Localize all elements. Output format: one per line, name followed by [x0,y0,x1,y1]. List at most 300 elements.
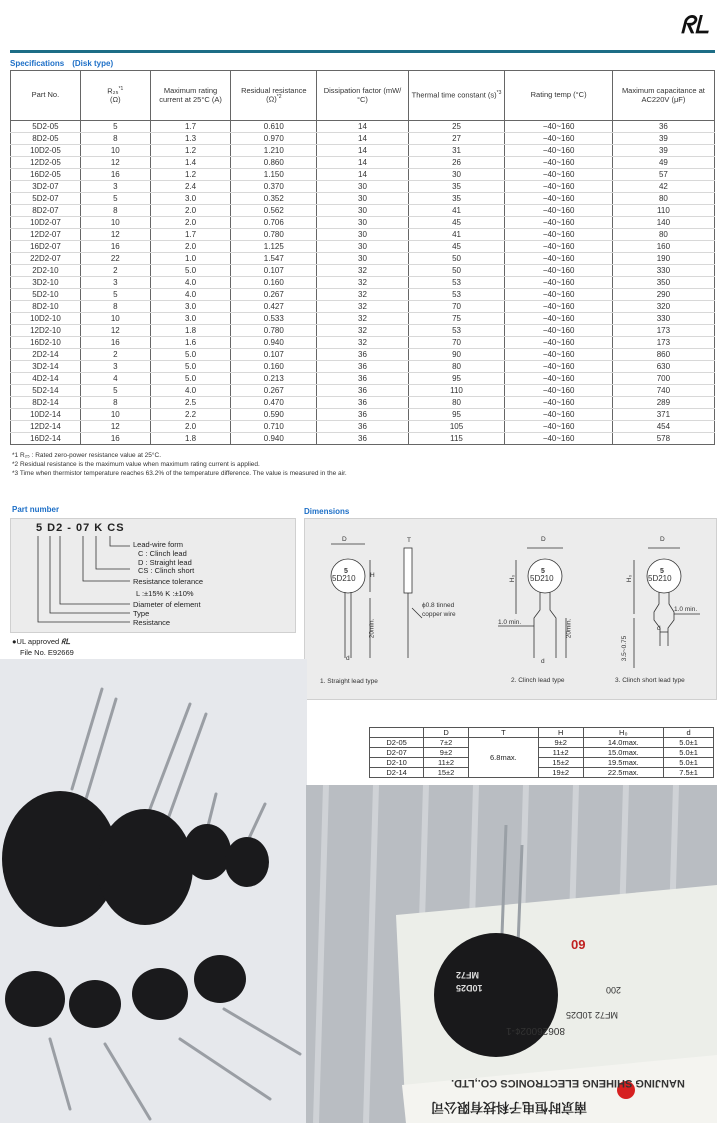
dim-body [370,738,714,778]
dim-cell: 5.0±1 [664,748,714,758]
spec-cell: 190 [612,253,714,265]
spec-row [11,169,715,181]
spec-cell: 10 [80,145,150,157]
spec-cell: 16 [80,169,150,181]
spec-cell: −40~160 [505,241,612,253]
spec-cell: 1.4 [150,157,231,169]
spec-cell: 0.860 [231,157,317,169]
spec-cell: 5 [80,193,150,205]
caption-3: 3. Clinch short lead type [615,677,685,684]
spec-cell: 5.0 [150,373,231,385]
spec-cell: 1.210 [231,145,317,157]
chip-text-1: MF72 [456,970,480,980]
dim1-d: d [346,655,350,662]
spec-cell: 80 [408,397,505,409]
spec-cell: 2 [80,349,150,361]
dim-row [370,768,714,778]
spec-cell: 0.160 [231,277,317,289]
spec-cell: −40~160 [505,277,612,289]
spec-header-7: Maximum capacitance at AC220V (μF) [612,71,714,121]
spec-cell: 0.107 [231,265,317,277]
package-photo [306,785,717,1123]
dim-cell: 7.5±1 [664,768,714,778]
straight-label: D : Straight lead [138,558,192,567]
spec-cell: 8 [80,133,150,145]
spec-cell: 8D2-14 [11,397,81,409]
spec-cell: 5.0 [150,361,231,373]
spec-cell: 39 [612,133,714,145]
wire-note-2: copper wire [422,611,456,618]
spec-cell: 70 [408,301,505,313]
dim-row [370,748,714,758]
spec-cell: 1.150 [231,169,317,181]
tolerance-label: Resistance tolerance [133,577,204,586]
spec-cell: 36 [317,409,408,421]
dim1-D: D [342,536,347,543]
spec-header-6: Rating temp (°C) [505,71,612,121]
dim3-d: d [657,625,661,632]
spec-cell: 371 [612,409,714,421]
label-company-cn: 南京时恒电子科技有限公司 [431,1100,588,1115]
spec-cell: −40~160 [505,157,612,169]
spec-cell: −40~160 [505,385,612,397]
dim-cell: 19±2 [538,768,583,778]
label-company-en: NANJING SHIHENG ELECTRONICS CO.,LTD. [451,1077,685,1089]
spec-cell: 80 [612,229,714,241]
spec-cell: 0.706 [231,217,317,229]
dim-cell: 15±2 [538,758,583,768]
spec-cell: 36 [317,373,408,385]
spec-cell: 42 [612,181,714,193]
spec-cell: 1.2 [150,169,231,181]
dim2-20min: 20min. [565,618,573,639]
spec-row [11,289,715,301]
spec-cell: 740 [612,385,714,397]
spec-cell: 10D2-05 [11,145,81,157]
part-number-code: 5 D2 - 07 K CS [36,522,125,534]
spec-cell: 5D2-10 [11,289,81,301]
spec-cell: 1.8 [150,325,231,337]
spec-cell: 30 [317,241,408,253]
spec-cell: 1.7 [150,229,231,241]
note-2: *2 Residual resistance is the maximum value when maximum rating current is applied. [12,461,260,468]
spec-cell: 3.0 [150,301,231,313]
spec-cell: 8 [80,397,150,409]
spec-cell: 1.547 [231,253,317,265]
spec-cell: 26 [408,157,505,169]
spec-cell: 50 [408,253,505,265]
spec-header-1: R₂₅$^{*1}$ (Ω) [80,71,150,121]
spec-cell: 39 [612,145,714,157]
spec-row [11,349,715,361]
spec-cell: 4 [80,373,150,385]
spec-cell: 3D2-10 [11,277,81,289]
svg-text:5: 5 [660,568,664,575]
spec-cell: 700 [612,373,714,385]
spec-cell: 8 [80,205,150,217]
spec-cell: 5 [80,289,150,301]
spec-cell: 2.4 [150,181,231,193]
spec-cell: 5D2-05 [11,121,81,133]
dim-h4: H₀ [583,728,664,738]
note-1: *1 R₂₅ : Rated zero-power resistance value at 25°C. [12,452,162,459]
spec-cell: 5D2-14 [11,385,81,397]
spec-cell: 0.562 [231,205,317,217]
spec-cell: 10D2-14 [11,409,81,421]
spec-cell: 36 [317,421,408,433]
wire-note-1: ϕ0.8 tinned [422,602,455,609]
spec-row [11,385,715,397]
spec-cell: −40~160 [505,349,612,361]
spec-cell: 2 [80,265,150,277]
spec-cell: 22 [80,253,150,265]
svg-text:5: 5 [344,568,348,575]
spec-cell: 110 [408,385,505,397]
dim-cell: 5.0±1 [664,758,714,768]
spec-cell: 0.107 [231,349,317,361]
spec-cell: 8D2-10 [11,301,81,313]
spec-row [11,145,715,157]
spec-cell: 1.125 [231,241,317,253]
spec-cell: 3 [80,361,150,373]
spec-cell: 36 [612,121,714,133]
tolerance-values: L :±15% K :±10% [136,589,194,598]
spec-cell: 30 [317,229,408,241]
spec-cell: 16D2-10 [11,337,81,349]
dim3-D: D [660,536,665,543]
spec-cell: −40~160 [505,229,612,241]
spec-header-row [11,71,715,121]
spec-header-2: Maximum rating current at 25°C (A) [150,71,231,121]
spec-cell: 45 [408,241,505,253]
spec-cell: −40~160 [505,433,612,445]
spec-cell: 35 [408,193,505,205]
spec-cell: 8 [80,301,150,313]
spec-cell: −40~160 [505,265,612,277]
spec-cell: 36 [317,397,408,409]
resistance-label: Resistance [133,618,171,627]
spec-cell: 289 [612,397,714,409]
spec-cell: 12 [80,421,150,433]
spec-cell: −40~160 [505,313,612,325]
spec-row [11,205,715,217]
dim-cell: 19.5max. [583,758,664,768]
spec-row [11,217,715,229]
spec-cell: −40~160 [505,121,612,133]
spec-cell: 115 [408,433,505,445]
spec-row [11,313,715,325]
spec-cell: 53 [408,289,505,301]
spec-row [11,277,715,289]
spec-cell: 80 [408,361,505,373]
dim2-marking: 5D210 [530,574,554,583]
spec-cell: 12D2-05 [11,157,81,169]
dimensions-title: Dimensions [304,507,350,516]
spec-cell: 5 [80,121,150,133]
spec-cell: 330 [612,265,714,277]
dim-cell: 5.0±1 [664,738,714,748]
dim-h3: H [538,728,583,738]
spec-cell: 32 [317,313,408,325]
spec-cell: 12D2-10 [11,325,81,337]
spec-cell: 16D2-07 [11,241,81,253]
spec-cell: −40~160 [505,205,612,217]
chip-text-2: 10D25 [456,983,483,993]
label-qty: 200 [606,985,622,995]
spec-cell: −40~160 [505,409,612,421]
spec-cell: 8D2-05 [11,133,81,145]
spec-cell: −40~160 [505,325,612,337]
dim-row [370,738,714,748]
diameter-label: Diameter of element [133,600,201,609]
spec-cell: 57 [612,169,714,181]
dim-header-row [370,728,714,738]
caption-2: 2. Clinch lead type [511,677,565,684]
spec-cell: 75 [408,313,505,325]
spec-cell: −40~160 [505,337,612,349]
spec-cell: 0.710 [231,421,317,433]
spec-cell: 0.427 [231,301,317,313]
spec-cell: 70 [408,337,505,349]
spec-cell: −40~160 [505,169,612,181]
spec-cell: 36 [317,385,408,397]
spec-cell: 2D2-10 [11,265,81,277]
spec-cell: 30 [317,181,408,193]
spec-cell: 0.610 [231,121,317,133]
spec-cell: 1.8 [150,433,231,445]
dim-cell: 22.5max. [583,768,664,778]
spec-cell: −40~160 [505,217,612,229]
dim-cell: 15.0max. [583,748,664,758]
spec-cell: 860 [612,349,714,361]
spec-cell: −40~160 [505,301,612,313]
dim-cell: 7±2 [424,738,469,748]
dim3-marking: 5D210 [648,574,672,583]
spec-cell: 14 [317,169,408,181]
spec-cell: 1.0 [150,253,231,265]
spec-row [11,181,715,193]
dim3-range: 3.5~0.75 [621,635,629,662]
spec-cell: 0.370 [231,181,317,193]
spec-cell: 2.5 [150,397,231,409]
spec-cell: 3.0 [150,313,231,325]
spec-cell: 2.2 [150,409,231,421]
dim2-H0: H₀ [509,574,517,583]
spec-cell: 0.267 [231,289,317,301]
spec-cell: 12 [80,157,150,169]
spec-cell: 32 [317,325,408,337]
dim-cell: 11±2 [538,748,583,758]
spec-cell: 173 [612,337,714,349]
spec-cell: 5 [80,385,150,397]
spec-row [11,397,715,409]
spec-cell: 12 [80,229,150,241]
spec-cell: 3 [80,181,150,193]
spec-cell: 2.0 [150,421,231,433]
spec-cell: 110 [612,205,714,217]
spec-cell: 2.0 [150,217,231,229]
spec-cell: 30 [317,193,408,205]
dim-cell: 15±2 [424,768,469,778]
spec-cell: −40~160 [505,193,612,205]
spec-cell: −40~160 [505,289,612,301]
clinch-short-label: CS : Clinch short [138,566,195,575]
spec-cell: 30 [408,169,505,181]
spec-cell: 16D2-14 [11,433,81,445]
dim2-D: D [541,536,546,543]
spec-cell: 95 [408,373,505,385]
dim-cell: D2-05 [370,738,424,748]
spec-cell: 160 [612,241,714,253]
spec-cell: 140 [612,217,714,229]
spec-cell: 578 [612,433,714,445]
spec-cell: 3D2-07 [11,181,81,193]
spec-row [11,193,715,205]
spec-row [11,265,715,277]
dim3-1min: 1.0 min. [674,606,698,613]
spec-cell: 4D2-14 [11,373,81,385]
spec-cell: 5.0 [150,349,231,361]
spec-header-4: Dissipation factor (mW/°C) [317,71,408,121]
spec-cell: 45 [408,217,505,229]
ul-approval: ●UL approved ᖇᒪ File No. E92669 [12,637,74,657]
spec-cell: 14 [317,133,408,145]
spec-cell: 12 [80,325,150,337]
spec-cell: 0.940 [231,433,317,445]
spec-cell: 36 [317,349,408,361]
dim-cell: 11±2 [424,758,469,768]
spec-cell: 290 [612,289,714,301]
note-3: *3 Time when thermistor temperature reaches 63.2% of the temperature difference. The value is measured in the air. [12,470,347,477]
lead-form-label: Lead-wire form [133,540,184,549]
spec-cell: 14 [317,157,408,169]
spec-cell: 0.352 [231,193,317,205]
thermistor-photo-1 [0,659,307,1123]
spec-cell: 12D2-14 [11,421,81,433]
label-num: 60 [571,937,586,952]
spec-cell: 3D2-14 [11,361,81,373]
spec-cell: 0.160 [231,361,317,373]
spec-cell: 14 [317,145,408,157]
label-code: 80626002¢-1 [506,1025,565,1036]
dim1-marking: 5D210 [332,574,356,583]
spec-title: Specifications (Disk type) [10,59,114,68]
spec-cell: −40~160 [505,397,612,409]
spec-cell: 22D2-07 [11,253,81,265]
spec-cell: 90 [408,349,505,361]
spec-cell: −40~160 [505,421,612,433]
spec-cell: 454 [612,421,714,433]
svg-text:5: 5 [541,568,545,575]
spec-cell: 0.267 [231,385,317,397]
header-rule [10,50,715,53]
spec-cell: 3.0 [150,193,231,205]
spec-cell: 0.590 [231,409,317,421]
dim-cell: 9±2 [424,748,469,758]
ul-approved-text: ●UL approved [12,637,60,646]
spec-cell: 1.7 [150,121,231,133]
spec-cell: 0.940 [231,337,317,349]
spec-cell: 32 [317,265,408,277]
spec-cell: 10 [80,313,150,325]
spec-row [11,421,715,433]
spec-cell: 2D2-14 [11,349,81,361]
spec-row [11,157,715,169]
spec-cell: 0.470 [231,397,317,409]
ul-logo: ᖇᒪ [680,12,709,39]
spec-cell: 1.6 [150,337,231,349]
spec-row [11,133,715,145]
spec-cell: 0.780 [231,325,317,337]
spec-cell: 49 [612,157,714,169]
spec-cell: −40~160 [505,361,612,373]
spec-cell: 1.3 [150,133,231,145]
spec-row [11,361,715,373]
spec-cell: 0.533 [231,313,317,325]
spec-cell: 173 [612,325,714,337]
spec-cell: 10 [80,217,150,229]
dim2-1min: 1.0 min. [498,619,522,626]
spec-row [11,325,715,337]
part-number-title: Part number [12,505,60,514]
spec-cell: 30 [317,205,408,217]
spec-cell: 2.0 [150,205,231,217]
dim-h5: d [664,728,714,738]
spec-row [11,253,715,265]
spec-row [11,433,715,445]
spec-cell: 32 [317,337,408,349]
spec-cell: 8D2-07 [11,205,81,217]
type-label: Type [133,609,150,618]
dim-h0 [370,728,424,738]
spec-cell: 50 [408,265,505,277]
spec-cell: 10D2-10 [11,313,81,325]
spec-cell: 80 [612,193,714,205]
spec-cell: 27 [408,133,505,145]
file-number: File No. E92669 [20,648,74,657]
spec-cell: 95 [408,409,505,421]
spec-cell: 0.970 [231,133,317,145]
spec-row [11,301,715,313]
spec-cell: 105 [408,421,505,433]
product-photo-1 [0,659,307,1123]
spec-cell: −40~160 [505,133,612,145]
dim1-T: T [407,537,411,544]
spec-cell: 5D2-07 [11,193,81,205]
spec-table [10,70,715,445]
caption-1: 1. Straight lead type [320,678,378,685]
spec-cell: −40~160 [505,373,612,385]
spec-cell: −40~160 [505,253,612,265]
dim1-H: H [370,572,375,579]
notes [12,451,347,478]
spec-cell: 14 [317,121,408,133]
dim-h1: D [424,728,469,738]
spec-cell: 4.0 [150,277,231,289]
spec-cell: 10D2-07 [11,217,81,229]
dim2-d: d [541,658,545,665]
spec-cell: 3 [80,277,150,289]
spec-header-0: Part No. [11,71,81,121]
dimension-table [369,727,714,778]
spec-cell: 32 [317,289,408,301]
spec-cell: 350 [612,277,714,289]
spec-cell: 32 [317,277,408,289]
dim-h2: T [468,728,538,738]
spec-cell: 1.2 [150,145,231,157]
spec-cell: 41 [408,205,505,217]
dim-cell: D2-10 [370,758,424,768]
